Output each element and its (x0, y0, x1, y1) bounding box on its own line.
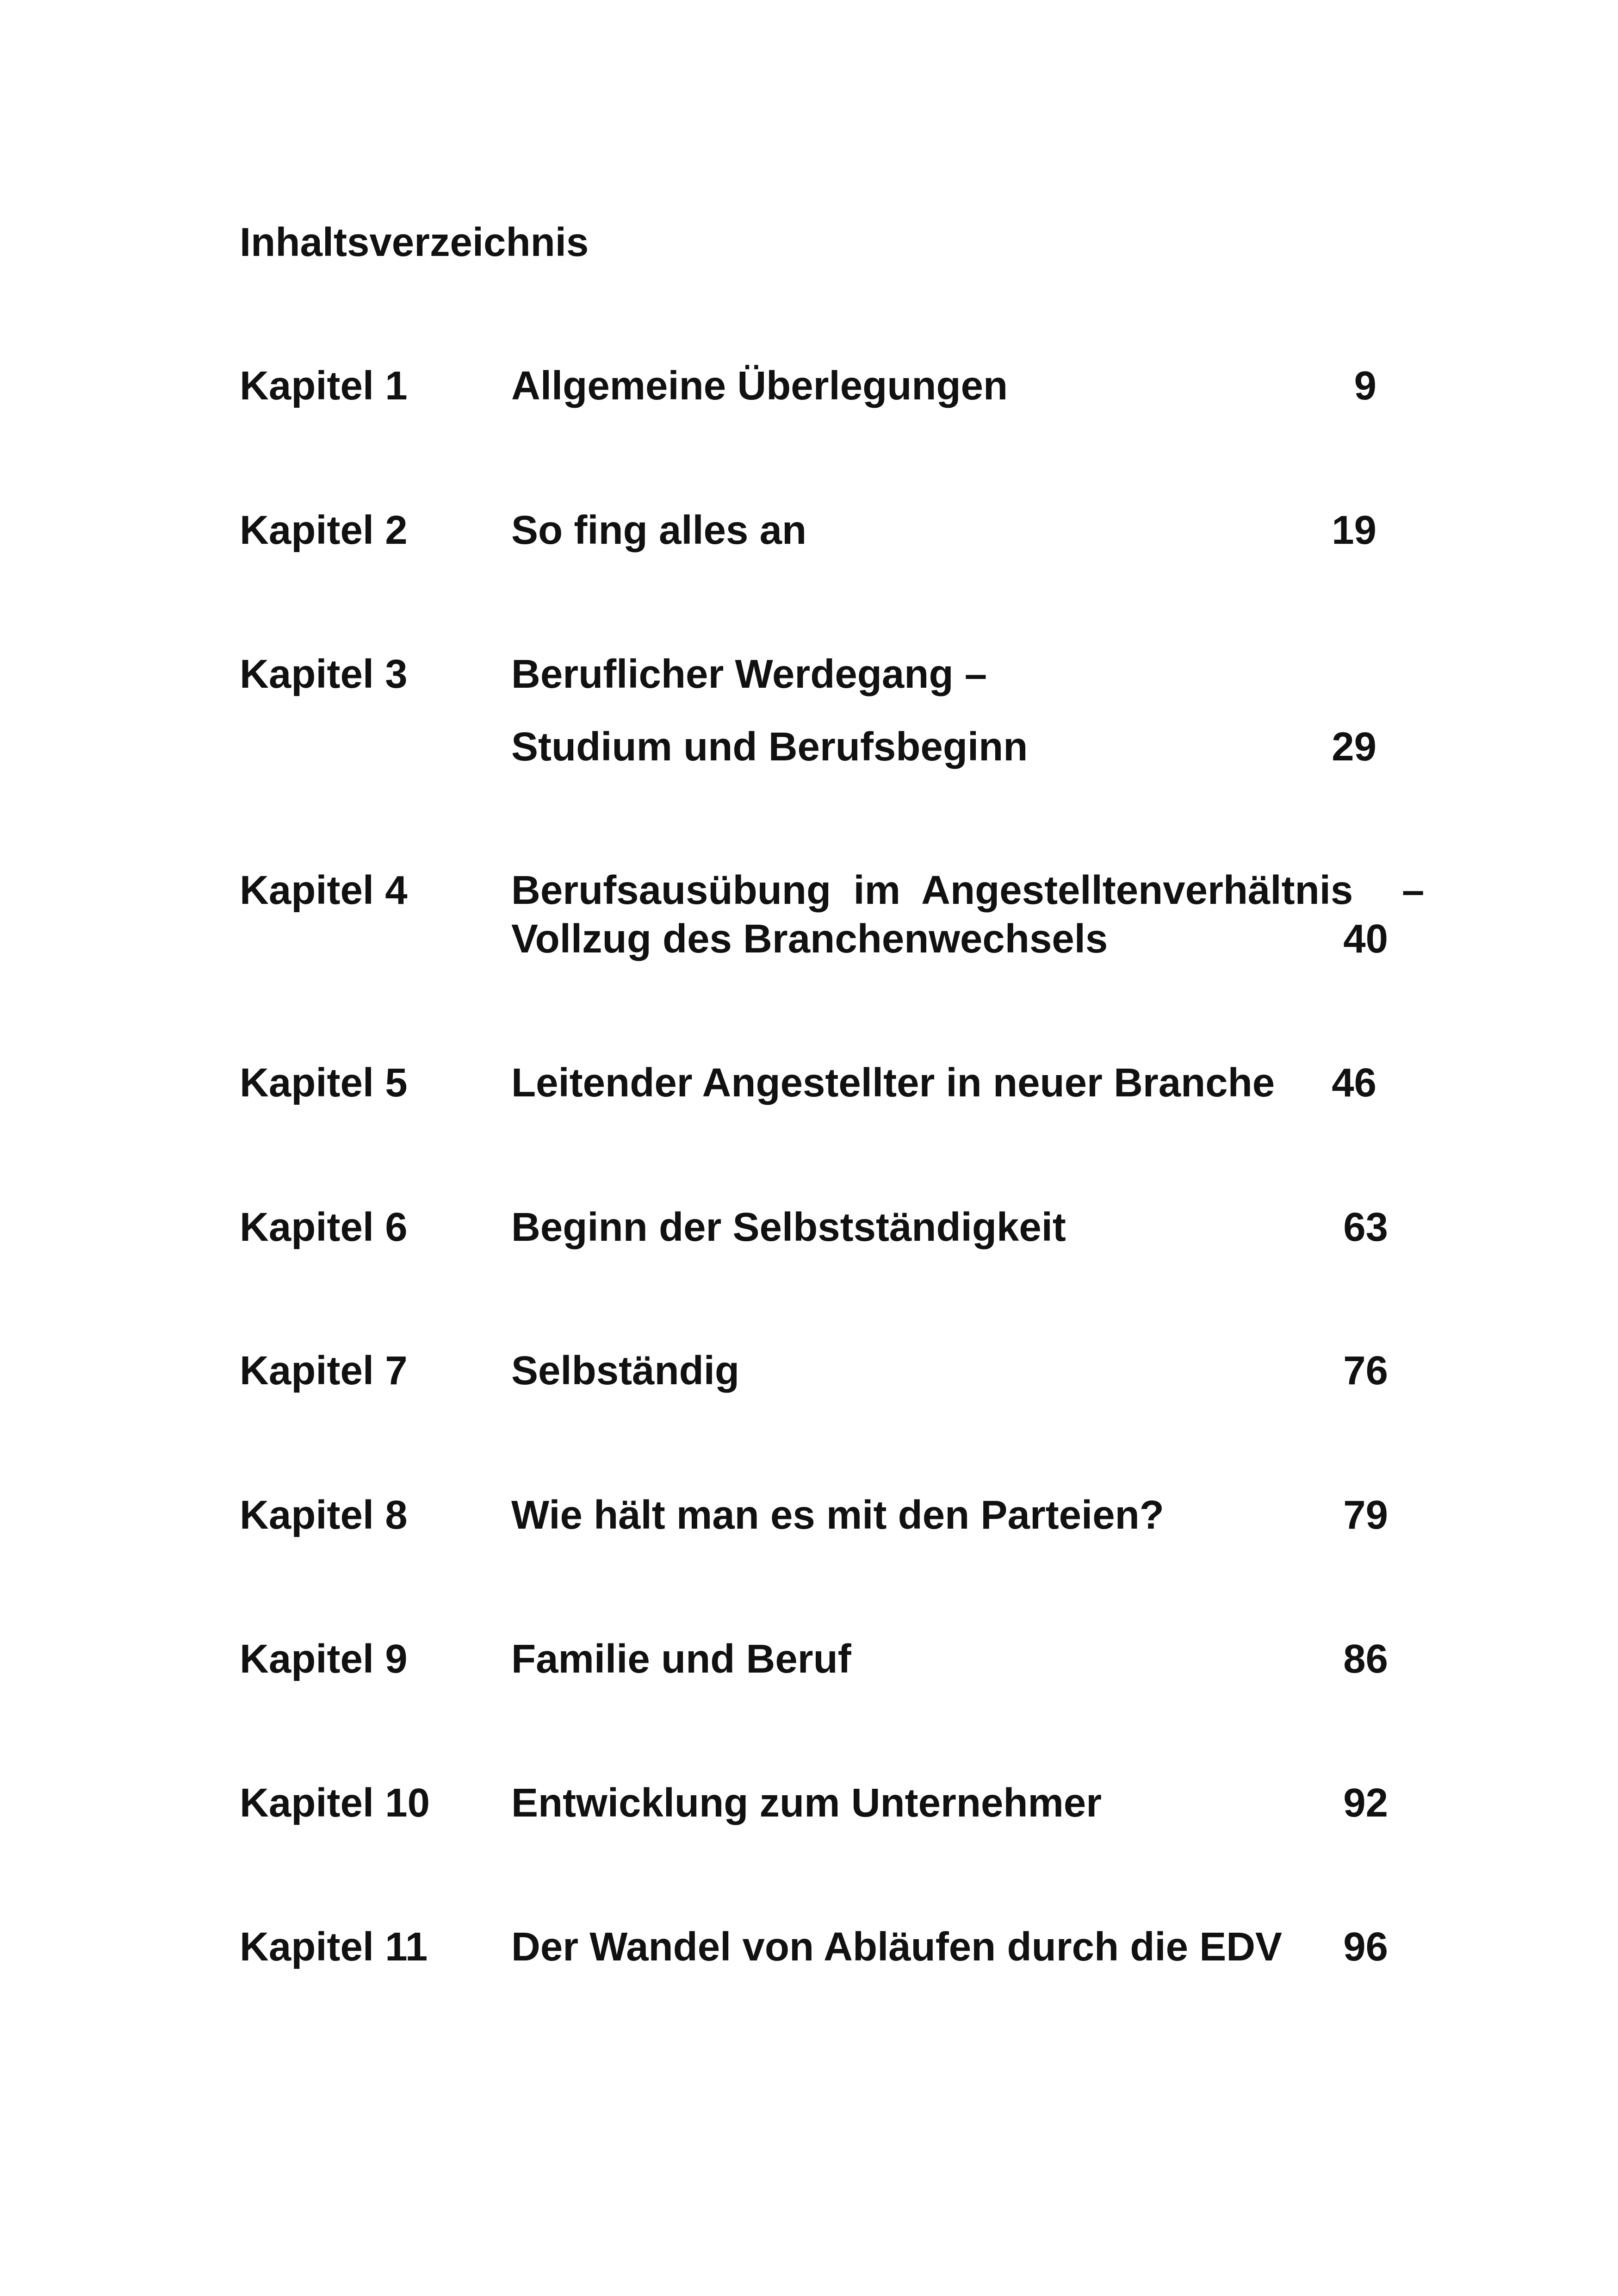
chapter-title-2: So fing alles an (511, 508, 807, 553)
chapter-label-1: Kapitel 1 (240, 363, 408, 408)
chapter-title-4-dash: – (1402, 868, 1425, 913)
chapter-page-11: 96 (1343, 1924, 1388, 1969)
chapter-label-9: Kapitel 9 (240, 1636, 408, 1681)
chapter-title-5: Leitender Angestellter in neuer Branche (511, 1060, 1275, 1105)
chapter-page-9: 86 (1343, 1636, 1388, 1681)
chapter-page-7: 76 (1343, 1348, 1388, 1393)
chapter-title-1: Allgemeine Überlegungen (511, 363, 1008, 408)
chapter-title-9: Familie und Beruf (511, 1636, 851, 1681)
chapter-page-10: 92 (1343, 1780, 1388, 1825)
toc-heading: Inhaltsverzeichnis (240, 220, 589, 265)
chapter-title-10: Entwicklung zum Unternehmer (511, 1780, 1102, 1825)
chapter-page-5: 46 (1332, 1060, 1376, 1105)
chapter-page-1: 9 (1354, 363, 1376, 408)
chapter-label-8: Kapitel 8 (240, 1493, 408, 1537)
chapter-label-7: Kapitel 7 (240, 1348, 408, 1393)
chapter-label-3: Kapitel 3 (240, 652, 408, 697)
chapter-title-7: Selbständig (511, 1348, 740, 1393)
chapter-page-8: 79 (1343, 1493, 1388, 1537)
chapter-title-11: Der Wandel von Abläufen durch die EDV (511, 1924, 1283, 1969)
chapter-label-4: Kapitel 4 (240, 868, 408, 913)
chapter-title-6: Beginn der Selbstständigkeit (511, 1205, 1066, 1250)
chapter-page-4: 40 (1343, 916, 1388, 961)
chapter-page-2: 19 (1332, 508, 1376, 553)
chapter-label-10: Kapitel 10 (240, 1780, 430, 1825)
chapter-title-8: Wie hält man es mit den Parteien? (511, 1493, 1164, 1537)
chapter-label-5: Kapitel 5 (240, 1060, 408, 1105)
chapter-label-6: Kapitel 6 (240, 1205, 408, 1250)
chapter-title-4-line1: Berufsausübung im Angestelltenverhältnis (511, 868, 1353, 913)
chapter-title-3-line2: Studium und Berufsbeginn (511, 724, 1028, 769)
chapter-page-3: 29 (1332, 724, 1376, 769)
chapter-label-11: Kapitel 11 (240, 1924, 428, 1969)
chapter-label-2: Kapitel 2 (240, 508, 408, 553)
chapter-page-6: 63 (1343, 1205, 1388, 1250)
chapter-title-3-line1: Beruflicher Werdegang – (511, 652, 987, 697)
chapter-title-4-line2: Vollzug des Branchenwechsels (511, 916, 1108, 961)
